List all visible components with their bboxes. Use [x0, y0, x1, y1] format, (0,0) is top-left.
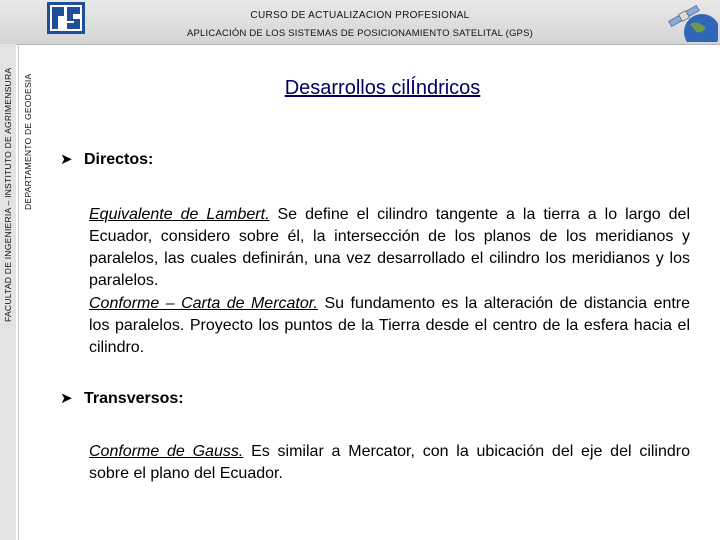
- side-divider: [18, 44, 19, 540]
- text-lambert: Se define el cilindro tangente a la tierra a lo largo del Ecuador, considero sobre él, la intersección de los planos de los meridianos y paralelos, las cuales definirán, una vez desarrollado el cilindro los meridianos y los paralelos.: [89, 206, 691, 289]
- term-lambert: Equivalente de Lambert.: [89, 206, 270, 223]
- section-heading-transversos: [60, 389, 184, 408]
- section-heading-label: Transversos:: [84, 390, 184, 407]
- term-gauss: Conforme de Gauss.: [89, 443, 244, 460]
- text-gauss: Es similar a Mercator, con la ubicación del eje del cilindro sobre el plano del Ecuador.: [89, 443, 691, 482]
- paragraph-lambert: [89, 204, 690, 292]
- text-mercator: Su fundamento es la alteración de distancia entre los paralelos. Proyecto los puntos de la Tierra desde el centro de la esfera hacia el cilindro.: [89, 295, 691, 356]
- faculty-label: FACULTAD DE INGENIERIA – INSTITUTO DE AGRIMENSURA: [3, 67, 13, 322]
- section-heading-label: Directos:: [84, 151, 154, 168]
- arrowhead-bullet-icon: ➤: [60, 151, 73, 168]
- course-title: CURSO DE ACTUALIZACION PROFESIONAL: [250, 10, 470, 21]
- slide-title: Desarrollos cilÍndricos: [284, 77, 481, 99]
- paragraph-gauss: [89, 441, 690, 485]
- paragraph-mercator: [89, 293, 690, 359]
- section-heading-directos: [60, 150, 153, 169]
- term-mercator: Conforme – Carta de Mercator.: [89, 295, 318, 312]
- header-bar: [0, 0, 720, 45]
- course-subtitle: APLICACIÓN DE LOS SISTEMAS DE POSICIONAMIENTO SATELITAL (GPS): [186, 28, 533, 39]
- satellite-globe-icon: [662, 2, 718, 42]
- department-label: DEPARTAMENTO DE GEODESIA: [23, 73, 33, 210]
- arrowhead-bullet-icon: ➤: [60, 390, 73, 407]
